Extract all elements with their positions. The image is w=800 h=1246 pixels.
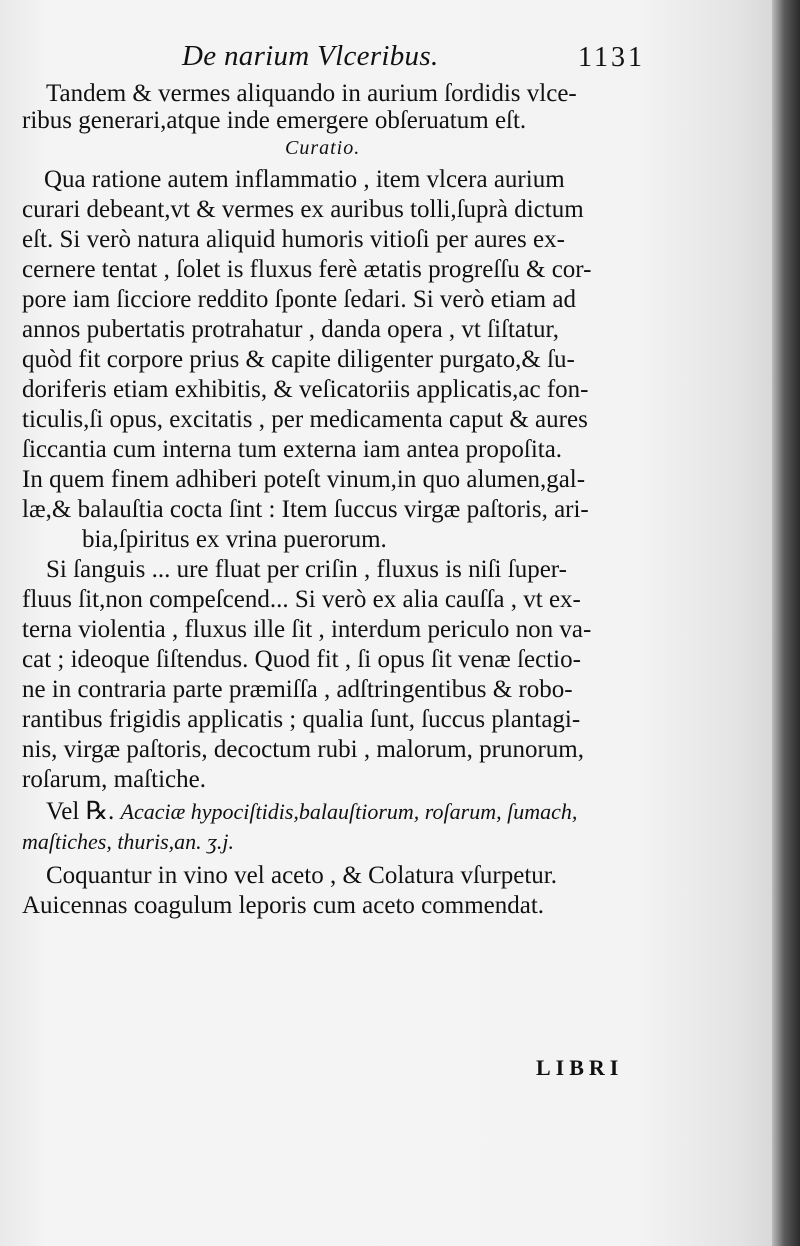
- text-line: roſarum, maſtiche.: [22, 766, 206, 793]
- recipe-sign: Vel ℞.: [46, 798, 115, 825]
- formula-line: [46, 797, 577, 827]
- text-line: nis, virgæ paſtoris, decoctum rubi , malorum, prunorum,: [22, 736, 584, 763]
- text-line: quòd fit corpore prius & capite diligenter purgato,& ſu-: [22, 346, 575, 373]
- text-line: Tandem & vermes aliquando in aurium ſordidis vlce-: [46, 80, 577, 107]
- section-heading: Curatio.: [285, 137, 361, 159]
- text-line: ſiccantia cum interna tum externa iam antea propoſita.: [22, 436, 563, 463]
- text-line: rantibus frigidis applicatis ; qualia ſunt, ſuccus plantagi-: [22, 706, 581, 733]
- text-line: fluus ſit,non compeſcend... Si verò ex alia cauſſa , vt ex-: [22, 586, 581, 613]
- text-line: Coquantur in vino vel aceto , & Colatura vſurpetur.: [46, 862, 557, 889]
- text-line: pore iam ſicciore reddito ſponte ſedari. Si verò etiam ad: [22, 286, 576, 313]
- text-line: cernere tentat , ſolet is fluxus ferè ætatis progreſſu & cor-: [22, 256, 592, 283]
- text-line: ribus generari,atque inde emergere obſeruatum eſt.: [22, 107, 527, 134]
- text-line: Auicennas coagulum leporis cum aceto commendat.: [22, 892, 545, 919]
- page-header: [40, 40, 645, 80]
- text-line: In quem finem adhiberi poteſt vinum,in quo alumen,gal-: [22, 466, 586, 493]
- catchword: LIBRI: [536, 1055, 624, 1080]
- formula-line: maſtiches, thuris,an. ʒ.j.: [22, 829, 235, 854]
- page-number: 1131: [578, 42, 645, 73]
- text-line: eſt. Si verò natura aliquid humoris vitioſi per aures ex-: [22, 226, 565, 253]
- text-line: Si ſanguis ... ure fluat per criſin , fluxus is niſi ſuper-: [46, 556, 567, 583]
- text-line: ticulis,ſi opus, excitatis , per medicamenta caput & aures: [22, 406, 588, 433]
- text-line: læ,& balauſtia cocta ſint : Item ſuccus virgæ paſtoris, ari-: [22, 496, 589, 523]
- text-line: Qua ratione autem inflammatio , item vlcera aurium: [44, 166, 565, 193]
- text-line: doriferis etiam exhibitis, & veſicatoriis applicatis,ac fon-: [22, 376, 589, 403]
- text-line: curari debeant,vt & vermes ex auribus tolli,ſuprà dictum: [22, 196, 584, 223]
- text-line: ne in contraria parte præmiſſa , adſtringentibus & robo-: [22, 676, 573, 703]
- text-line: annos pubertatis protrahatur , danda opera , vt ſiſtatur,: [22, 316, 560, 343]
- running-title: De narium Vlceribus.: [182, 40, 439, 72]
- formula-text: Acaciæ hypociſtidis,balauſtiorum, roſarum, ſumach,: [120, 799, 578, 824]
- text-line: cat ; ideoque ſiſtendus. Quod fit , ſi opus ſit venæ ſectio-: [22, 646, 581, 673]
- text-line: bia,ſpiritus ex vrina puerorum.: [82, 526, 387, 553]
- text-line: terna violentia , fluxus ille ſit , interdum periculo non va-: [22, 616, 592, 643]
